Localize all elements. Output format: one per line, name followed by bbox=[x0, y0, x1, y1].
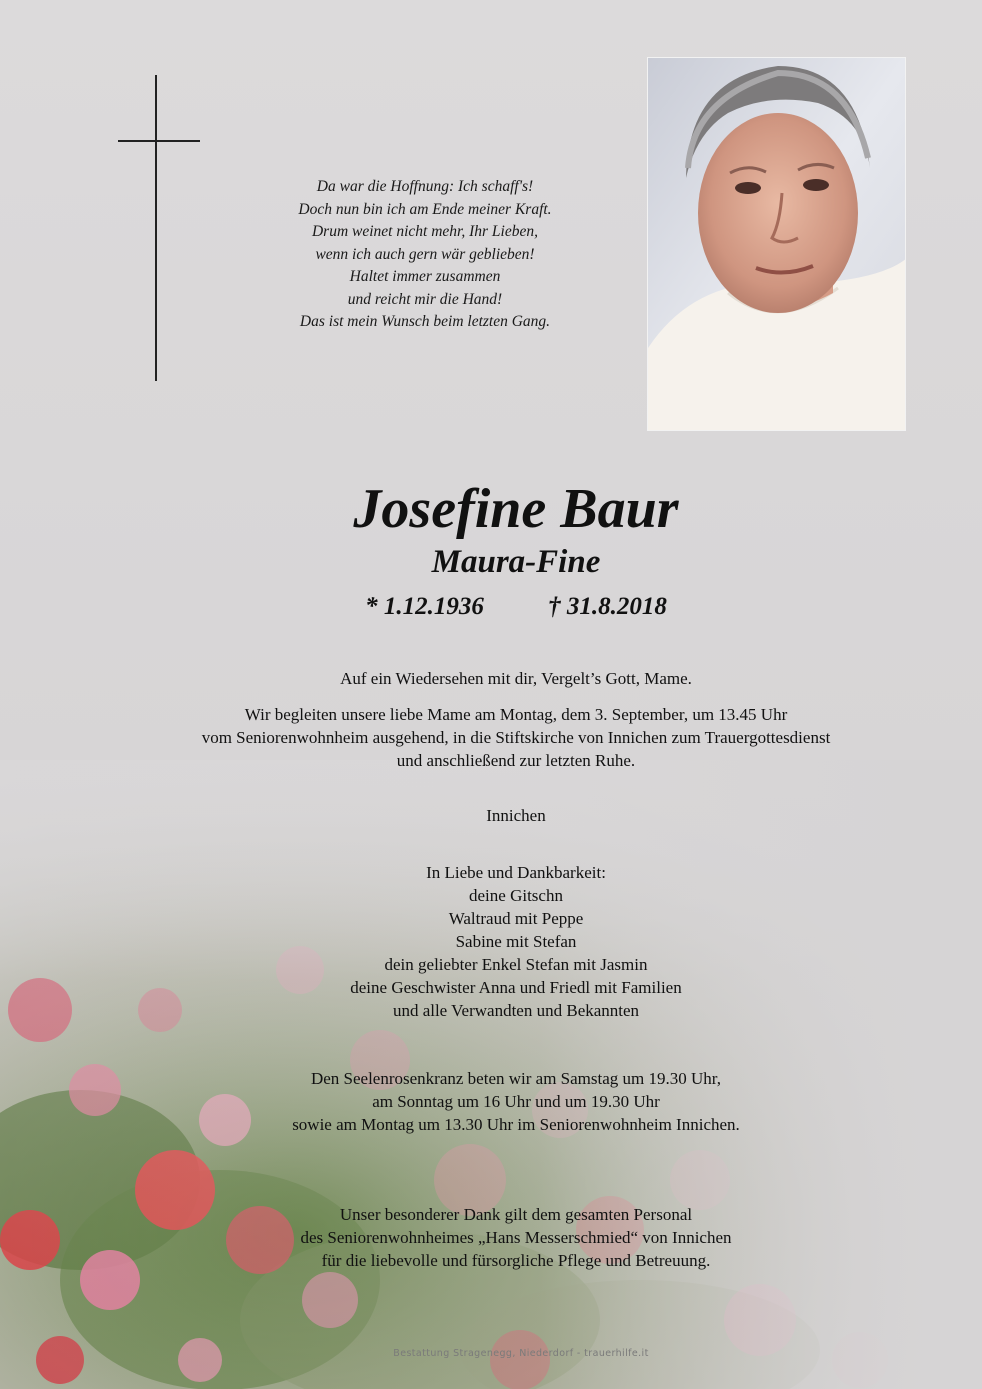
deceased-name: Josefine Baur bbox=[353, 478, 679, 540]
mourners-line: deine Gitschn bbox=[469, 886, 563, 905]
birth-date: * 1.12.1936 bbox=[365, 593, 484, 620]
farewell-text: Auf ein Wiedersehen mit dir, Vergelt’s Gott, Mame. bbox=[340, 669, 692, 688]
poem-line: Haltet immer zusammen bbox=[349, 268, 501, 285]
rosary-line: sowie am Montag um 13.30 Uhr im Seniorenwohnheim Innichen. bbox=[292, 1115, 740, 1134]
place bbox=[90, 804, 942, 827]
farewell-line bbox=[90, 667, 942, 690]
thanks-line: Unser besonderer Dank gilt dem gesamten Personal bbox=[339, 1205, 693, 1224]
mourners-line: deine Geschwister Anna und Friedl mit Familien bbox=[350, 978, 682, 997]
mourners-line: In Liebe und Dankbarkeit: bbox=[426, 863, 606, 882]
funeral-home-footer: Bestattung Stragenegg, Niederdorf - trauerhilfe.it bbox=[393, 1348, 649, 1359]
cross-icon bbox=[155, 75, 157, 381]
thanks-line: für die liebevolle und fürsorgliche Pflege und Betreuung. bbox=[321, 1251, 711, 1270]
funeral-line: Wir begleiten unsere liebe Mame am Montag, dem 3. September, um 13.45 Uhr bbox=[244, 705, 788, 724]
mourners-line: dein geliebter Enkel Stefan mit Jasmin bbox=[384, 955, 648, 974]
rosary-info bbox=[90, 1067, 942, 1136]
cross-icon-bar bbox=[118, 140, 200, 142]
poem-line: Drum weinet nicht mehr, Ihr Lieben, bbox=[311, 223, 538, 240]
life-dates bbox=[250, 590, 782, 624]
poem-line: und reicht mir die Hand! bbox=[347, 290, 503, 308]
poem-line: Da war die Hoffnung: Ich schaff's! bbox=[316, 178, 534, 195]
thanks-note bbox=[90, 1203, 942, 1272]
mourners-line: und alle Verwandten und Bekannten bbox=[392, 1001, 640, 1020]
death-date: † 31.8.2018 bbox=[548, 593, 667, 620]
funeral-line: vom Seniorenwohnheim ausgehend, in die Stiftskirche von Innichen zum Trauergottesdienst bbox=[201, 728, 831, 747]
mourners-line: Sabine mit Stefan bbox=[455, 932, 577, 951]
poem-line: Doch nun bin ich am Ende meiner Kraft. bbox=[298, 200, 552, 218]
portrait-photo bbox=[647, 57, 906, 431]
rosary-line: am Sonntag um 16 Uhr und um 19.30 Uhr bbox=[372, 1092, 660, 1111]
place-text: Innichen bbox=[486, 806, 546, 825]
mourners-list bbox=[90, 861, 942, 1022]
funeral-info bbox=[90, 703, 942, 772]
poem-line: wenn ich auch gern wär geblieben! bbox=[315, 245, 535, 263]
thanks-line: des Seniorenwohnheimes „Hans Messerschmied“ von Innichen bbox=[300, 1228, 732, 1247]
mourners-line: Waltraud mit Peppe bbox=[448, 909, 584, 928]
rosary-line: Den Seelenrosenkranz beten wir am Samstag um 19.30 Uhr, bbox=[310, 1069, 722, 1088]
deceased-nickname: Maura-Fine bbox=[431, 544, 601, 580]
poem bbox=[250, 176, 600, 334]
funeral-line: und anschließend zur letzten Ruhe. bbox=[396, 751, 636, 770]
poem-line: Das ist mein Wunsch beim letzten Gang. bbox=[299, 313, 551, 330]
